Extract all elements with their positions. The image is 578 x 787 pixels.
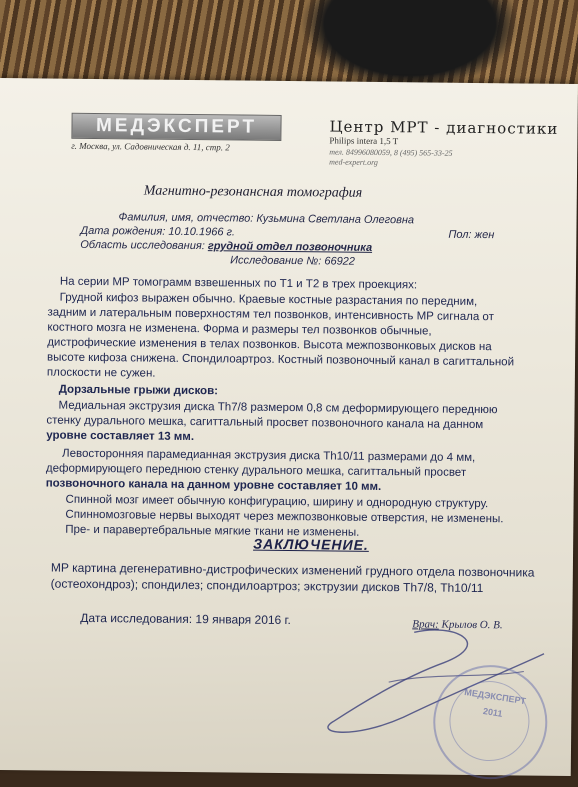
study-number: 66922	[324, 255, 356, 268]
conclusion-heading: ЗАКЛЮЧЕНИЕ.	[253, 535, 369, 553]
patient-name: Кузьмина Светлана Олеговна	[256, 212, 415, 227]
birth-label: Дата рождения:	[80, 224, 166, 238]
findings-line: Грудной кифоз выражен обычно. Краевые костные разрастания по передним,	[59, 291, 478, 309]
hernia-line: уровне составляет 13 мм.	[46, 429, 195, 444]
region-value: грудной отдел позвоночника	[207, 240, 373, 254]
study-date-value: 19 января 2016 г.	[195, 612, 291, 628]
findings-line: костного мозга не изменена. Форма и размеры тел позвонков обычные,	[47, 321, 432, 338]
region-label: Область исследования:	[80, 238, 205, 253]
findings-line: высоте кифоза снижена. Спондилоартроз. Костный позвоночный канал в сагиттальной	[47, 351, 515, 369]
patient-label: Фамилия, имя, отчество:	[118, 211, 254, 225]
scanner-model: Philips intera 1,5 T	[329, 135, 399, 147]
hernia-heading: Дорзальные грыжи дисков:	[58, 383, 219, 398]
sex-row	[448, 229, 494, 241]
hernia-line: стенку дурального мешка, сагиттальный просвет позвоночного канала на данном	[46, 414, 484, 432]
hernia-line: Пре- и паравертебральные мягкие ткани не изменены.	[65, 523, 360, 539]
findings-line: На серии МР томограмм взвешенных по T1 и T2 в трех проекциях:	[59, 275, 418, 292]
clinic-logo: МЕДЭКСПЕРТ	[71, 113, 281, 141]
document-title: Магнитно-резонансная томография	[143, 183, 363, 201]
clinic-address: г. Москва, ул. Садовническая д. 11, стр. 2	[71, 140, 230, 153]
birth-row	[80, 225, 235, 239]
hernia-line: позвоночного канала на данном уровне составляет 10 мм.	[45, 477, 382, 494]
conclusion-line: (остеохондроз); спондилез; спондилоартроз; экструзии дисков Th7/8, Th10/11	[50, 576, 484, 596]
stamp-year: 2011	[482, 706, 504, 719]
study-row	[230, 254, 355, 267]
sex-value: жен	[474, 228, 495, 242]
hernia-line: Спинномозговые нервы выходят через межпозвонковые отверстия, не изменены.	[65, 508, 504, 526]
document-sheet	[0, 78, 578, 776]
doctor-name: Крылов О. В.	[441, 618, 503, 632]
study-date-row	[80, 611, 291, 628]
hernia-line: Левосторонняя парамедианная экструзия диска Th10/11 размерами до 4 мм,	[62, 447, 476, 464]
stamp-text: МЕДЭКСПЕРТ	[463, 687, 527, 707]
hernia-line: Медиальная экструзия диска Th7/8 размером 0,8 см деформирующего переднюю	[58, 399, 498, 417]
background-object	[300, 0, 520, 90]
patient-row	[118, 211, 414, 226]
study-date-label: Дата исследования:	[80, 610, 193, 627]
clinic-phones: тел. 84996080059, 8 (495) 565-33-25	[329, 147, 453, 158]
study-label: Исследование №:	[230, 254, 322, 268]
findings-line: плоскости не сужен.	[46, 366, 156, 380]
findings-line: дистрофические изменения в телах позвонков. Высота межпозвонковых дисков на	[47, 336, 492, 354]
doctor-label: Врач:	[412, 618, 439, 631]
clinic-website: med-expert.org	[329, 157, 378, 167]
sex-label: Пол:	[448, 228, 472, 241]
findings-line: задним и латеральным поверхностям тел позвонков, интенсивность МР сигнала от	[47, 306, 494, 324]
region-row	[80, 239, 372, 254]
conclusion-line: МР картина дегенеративно-дистрофических изменений грудного отдела позвоночника	[50, 560, 535, 580]
center-title: Центр МРТ - диагностики	[329, 117, 559, 138]
hernia-line: деформирующего переднюю стенку дурального мешка, сагиттальный просвет	[45, 462, 467, 479]
birth-date: 10.10.1966 г.	[168, 225, 236, 239]
hernia-line: Спинной мозг имеет обычную конфигурацию, ширину и однородную структуру.	[65, 493, 489, 511]
